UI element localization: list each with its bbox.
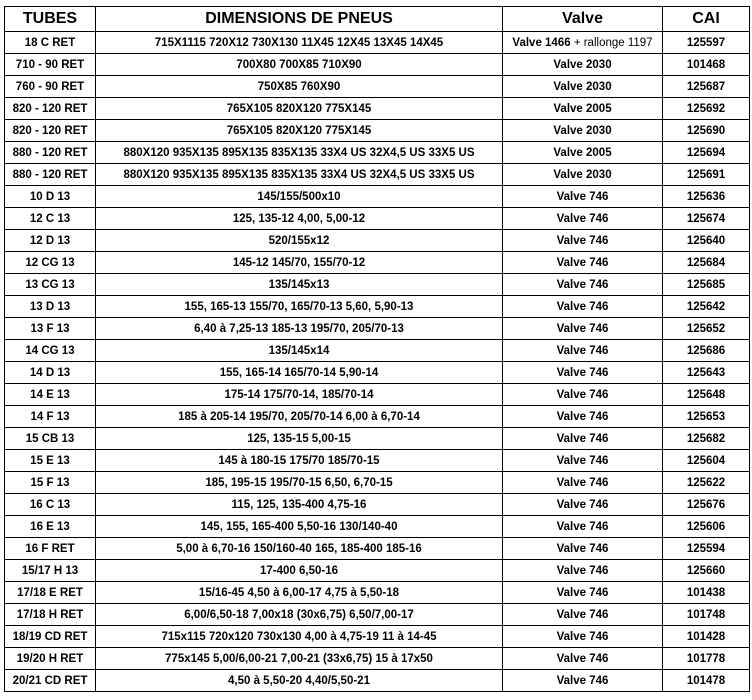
cai-cell: 125636: [663, 186, 750, 208]
dimensions-cell: 185, 195-15 195/70-15 6,50, 6,70-15: [96, 472, 503, 494]
tube-cell: 15 F 13: [5, 472, 96, 494]
cai-cell: 101468: [663, 54, 750, 76]
tube-cell: 14 F 13: [5, 406, 96, 428]
table-row: [5, 516, 750, 538]
valve-name: Valve 2005: [553, 102, 612, 115]
valve-cell: [503, 362, 663, 384]
header-valve: Valve: [503, 7, 663, 32]
valve-name: Valve 2030: [553, 58, 612, 71]
valve-cell: [503, 340, 663, 362]
dimensions-cell: 750X85 760X90: [96, 76, 503, 98]
table-row: [5, 472, 750, 494]
tubes-table: [4, 6, 750, 692]
tube-cell: 20/21 CD RET: [5, 670, 96, 692]
valve-name: Valve 746: [556, 564, 609, 577]
dimensions-cell: 6,00/6,50-18 7,00x18 (30x6,75) 6,50/7,00-17: [96, 604, 503, 626]
table-row: [5, 120, 750, 142]
cai-cell: 101428: [663, 626, 750, 648]
table-row: [5, 274, 750, 296]
valve-cell: [503, 208, 663, 230]
cai-cell: 125694: [663, 142, 750, 164]
valve-cell: [503, 648, 663, 670]
valve-name: Valve 746: [556, 300, 609, 313]
table-body: [5, 32, 750, 692]
tube-cell: 880 - 120 RET: [5, 142, 96, 164]
valve-name: Valve 746: [556, 256, 609, 269]
valve-name: Valve 746: [556, 234, 609, 247]
tube-cell: 17/18 E RET: [5, 582, 96, 604]
valve-cell: [503, 230, 663, 252]
valve-cell: [503, 384, 663, 406]
tube-cell: 15 CB 13: [5, 428, 96, 450]
dimensions-cell: 6,40 à 7,25-13 185-13 195/70, 205/70-13: [96, 318, 503, 340]
tube-cell: 16 E 13: [5, 516, 96, 538]
dimensions-cell: 520/155x12: [96, 230, 503, 252]
tube-cell: 16 C 13: [5, 494, 96, 516]
valve-cell: [503, 450, 663, 472]
valve-cell: [503, 560, 663, 582]
dimensions-cell: 175-14 175/70-14, 185/70-14: [96, 384, 503, 406]
valve-cell: [503, 54, 663, 76]
cai-cell: 101438: [663, 582, 750, 604]
dimensions-cell: 700X80 700X85 710X90: [96, 54, 503, 76]
dimensions-cell: 155, 165-14 165/70-14 5,90-14: [96, 362, 503, 384]
tube-cell: 760 - 90 RET: [5, 76, 96, 98]
valve-cell: [503, 296, 663, 318]
cai-cell: 101778: [663, 648, 750, 670]
table-row: [5, 54, 750, 76]
tube-cell: 12 D 13: [5, 230, 96, 252]
valve-cell: [503, 98, 663, 120]
table-row: [5, 186, 750, 208]
valve-name: Valve 746: [556, 212, 609, 225]
cai-cell: 125648: [663, 384, 750, 406]
valve-name: Valve 746: [556, 652, 609, 665]
header-row: [5, 7, 750, 32]
table-row: [5, 648, 750, 670]
valve-name: Valve 2030: [553, 124, 612, 137]
valve-name: Valve 746: [556, 608, 609, 621]
table-row: [5, 230, 750, 252]
valve-name: Valve 746: [556, 498, 609, 511]
dimensions-cell: 5,00 à 6,70-16 150/160-40 165, 185-400 185-16: [96, 538, 503, 560]
cai-cell: 125652: [663, 318, 750, 340]
dimensions-cell: 135/145x14: [96, 340, 503, 362]
valve-name: Valve 746: [556, 432, 609, 445]
tube-cell: 14 E 13: [5, 384, 96, 406]
dimensions-cell: 125, 135-15 5,00-15: [96, 428, 503, 450]
dimensions-cell: 775x145 5,00/6,00-21 7,00-21 (33x6,75) 15 à 17x50: [96, 648, 503, 670]
dimensions-cell: 115, 125, 135-400 4,75-16: [96, 494, 503, 516]
dimensions-cell: 765X105 820X120 775X145: [96, 120, 503, 142]
tube-cell: 820 - 120 RET: [5, 120, 96, 142]
valve-name: Valve 746: [556, 344, 609, 357]
table-row: [5, 450, 750, 472]
table-row: [5, 98, 750, 120]
valve-cell: [503, 120, 663, 142]
valve-name: Valve 746: [556, 388, 609, 401]
cai-cell: 125660: [663, 560, 750, 582]
table-row: [5, 32, 750, 54]
tube-cell: 18/19 CD RET: [5, 626, 96, 648]
table-row: [5, 318, 750, 340]
valve-name: Valve 1466: [512, 36, 571, 49]
cai-cell: 125690: [663, 120, 750, 142]
cai-cell: 125622: [663, 472, 750, 494]
cai-cell: 125684: [663, 252, 750, 274]
cai-cell: 125606: [663, 516, 750, 538]
tube-cell: 13 F 13: [5, 318, 96, 340]
valve-name: Valve 746: [556, 674, 609, 687]
valve-cell: [503, 582, 663, 604]
table-row: [5, 252, 750, 274]
valve-name: Valve 746: [556, 630, 609, 643]
valve-cell: [503, 142, 663, 164]
table-row: [5, 560, 750, 582]
table-row: [5, 142, 750, 164]
tube-cell: 14 CG 13: [5, 340, 96, 362]
header-dimensions: DIMENSIONS DE PNEUS: [96, 7, 503, 32]
dimensions-cell: 155, 165-13 155/70, 165/70-13 5,60, 5,90-13: [96, 296, 503, 318]
valve-name: Valve 746: [556, 190, 609, 203]
valve-name: Valve 746: [556, 410, 609, 423]
valve-name: Valve 746: [556, 586, 609, 599]
valve-name: Valve 746: [556, 366, 609, 379]
dimensions-cell: 145-12 145/70, 155/70-12: [96, 252, 503, 274]
table-row: [5, 362, 750, 384]
tube-cell: 15/17 H 13: [5, 560, 96, 582]
cai-cell: 125687: [663, 76, 750, 98]
valve-cell: [503, 274, 663, 296]
tube-cell: 880 - 120 RET: [5, 164, 96, 186]
tube-cell: 13 D 13: [5, 296, 96, 318]
tube-cell: 16 F RET: [5, 538, 96, 560]
table-row: [5, 208, 750, 230]
valve-cell: [503, 252, 663, 274]
dimensions-cell: 185 à 205-14 195/70, 205/70-14 6,00 à 6,70-14: [96, 406, 503, 428]
tube-cell: 17/18 H RET: [5, 604, 96, 626]
valve-name: Valve 2030: [553, 80, 612, 93]
cai-cell: 125594: [663, 538, 750, 560]
valve-cell: [503, 76, 663, 98]
dimensions-cell: 4,50 à 5,50-20 4,40/5,50-21: [96, 670, 503, 692]
cai-cell: 125653: [663, 406, 750, 428]
table-row: [5, 626, 750, 648]
valve-cell: [503, 164, 663, 186]
dimensions-cell: 135/145x13: [96, 274, 503, 296]
valve-cell: [503, 604, 663, 626]
cai-cell: 125642: [663, 296, 750, 318]
valve-cell: [503, 472, 663, 494]
table-row: [5, 164, 750, 186]
header-cai: CAI: [663, 7, 750, 32]
tube-cell: 13 CG 13: [5, 274, 96, 296]
cai-cell: 125682: [663, 428, 750, 450]
cai-cell: 125692: [663, 98, 750, 120]
table-row: [5, 604, 750, 626]
valve-cell: [503, 516, 663, 538]
tube-cell: 12 CG 13: [5, 252, 96, 274]
table-row: [5, 406, 750, 428]
table-row: [5, 670, 750, 692]
tube-cell: 14 D 13: [5, 362, 96, 384]
valve-cell: [503, 318, 663, 340]
valve-cell: [503, 428, 663, 450]
table-row: [5, 76, 750, 98]
valve-name: Valve 746: [556, 454, 609, 467]
tube-cell: 18 C RET: [5, 32, 96, 54]
header-tubes: TUBES: [5, 7, 96, 32]
valve-name: Valve 2030: [553, 168, 612, 181]
dimensions-cell: 145 à 180-15 175/70 185/70-15: [96, 450, 503, 472]
valve-name: Valve 746: [556, 520, 609, 533]
table-row: [5, 340, 750, 362]
table-row: [5, 494, 750, 516]
tube-cell: 10 D 13: [5, 186, 96, 208]
valve-cell: [503, 32, 663, 54]
table-row: [5, 428, 750, 450]
cai-cell: 125674: [663, 208, 750, 230]
valve-name: Valve 2005: [553, 146, 612, 159]
dimensions-cell: 145/155/500x10: [96, 186, 503, 208]
cai-cell: 125685: [663, 274, 750, 296]
cai-cell: 125676: [663, 494, 750, 516]
table-row: [5, 296, 750, 318]
tube-cell: 820 - 120 RET: [5, 98, 96, 120]
cai-cell: 125597: [663, 32, 750, 54]
cai-cell: 125640: [663, 230, 750, 252]
cai-cell: 101748: [663, 604, 750, 626]
valve-extension: + rallonge 1197: [570, 36, 653, 49]
tube-cell: 15 E 13: [5, 450, 96, 472]
valve-cell: [503, 538, 663, 560]
valve-cell: [503, 626, 663, 648]
dimensions-cell: 880X120 935X135 895X135 835X135 33X4 US 32X4,5 US 33X5 US: [96, 164, 503, 186]
tube-cell: 19/20 H RET: [5, 648, 96, 670]
dimensions-cell: 715X1115 720X12 730X130 11X45 12X45 13X45 14X45: [96, 32, 503, 54]
dimensions-cell: 125, 135-12 4,00, 5,00-12: [96, 208, 503, 230]
dimensions-cell: 145, 155, 165-400 5,50-16 130/140-40: [96, 516, 503, 538]
table-row: [5, 384, 750, 406]
cai-cell: 125604: [663, 450, 750, 472]
dimensions-cell: 880X120 935X135 895X135 835X135 33X4 US 32X4,5 US 33X5 US: [96, 142, 503, 164]
cai-cell: 125691: [663, 164, 750, 186]
valve-name: Valve 746: [556, 322, 609, 335]
valve-cell: [503, 186, 663, 208]
table-row: [5, 582, 750, 604]
valve-cell: [503, 406, 663, 428]
dimensions-cell: 17-400 6,50-16: [96, 560, 503, 582]
tube-cell: 710 - 90 RET: [5, 54, 96, 76]
table-row: [5, 538, 750, 560]
valve-cell: [503, 670, 663, 692]
dimensions-cell: 765X105 820X120 775X145: [96, 98, 503, 120]
valve-name: Valve 746: [556, 278, 609, 291]
cai-cell: 125643: [663, 362, 750, 384]
dimensions-cell: 715x115 720x120 730x130 4,00 à 4,75-19 11 à 14-45: [96, 626, 503, 648]
valve-name: Valve 746: [556, 542, 609, 555]
cai-cell: 101478: [663, 670, 750, 692]
dimensions-cell: 15/16-45 4,50 à 6,00-17 4,75 à 5,50-18: [96, 582, 503, 604]
cai-cell: 125686: [663, 340, 750, 362]
valve-name: Valve 746: [556, 476, 609, 489]
valve-cell: [503, 494, 663, 516]
tube-cell: 12 C 13: [5, 208, 96, 230]
